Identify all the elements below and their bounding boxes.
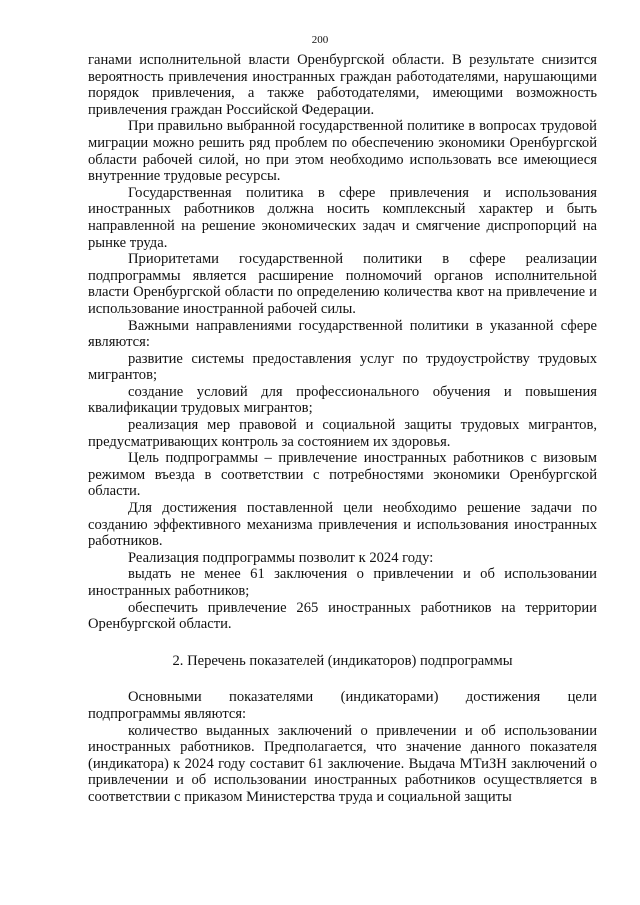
paragraph: Государственная политика в сфере привлечения и использования иностранных работников должна носить комплексный характер и быть направленной на решение экономических задач и смягчение диспропорций на рынке труда. (88, 184, 597, 251)
paragraph: Цель подпрограммы – привлечение иностранных работников с визовым режимом въезда в соответствии с потребностями экономики Оренбургской области. (88, 450, 597, 500)
paragraph-continuation: ганами исполнительной власти Оренбургской области. В результате снизится вероятность привлечения иностранных граждан работодателями, нарушающими порядок привлечения, а также работодателями, имеющими возможность привлечения граждан Российской Федерации. (88, 52, 597, 118)
list-item: выдать не менее 61 заключения о привлечении и об использовании иностранных работников; (88, 566, 597, 599)
list-item: создание условий для профессионального обучения и повышения квалификации трудовых мигрантов; (88, 383, 597, 417)
list-item: реализация мер правовой и социальной защиты трудовых мигрантов, предусматривающих контроль за состоянием их здоровья. (88, 417, 597, 450)
paragraph: Приоритетами государственной политики в сфере реализации подпрограммы является расширение полномочий органов исполнительной власти Оренбургской области по определению количества квот на привлечение и использование иностранной рабочей силы. (88, 251, 597, 317)
paragraph: Реализация подпрограммы позволит к 2024 году: (128, 549, 434, 566)
section-heading: 2. Перечень показателей (индикаторов) подпрограммы (172, 652, 513, 669)
page-number: 200 (311, 34, 329, 46)
paragraph: При правильно выбранной государственной политике в вопросах трудовой миграции можно решить ряд проблем по обеспечению экономики Оренбургской области рабочей силой, но при этом необходимо использовать все имеющиеся внутренние трудовые ресурсы. (88, 118, 597, 185)
page-body (88, 52, 597, 806)
list-item: обеспечить привлечение 265 иностранных работников на территории Оренбургской области. (88, 599, 597, 633)
paragraph: Для достижения поставленной цели необходимо решение задачи по созданию эффективного механизма привлечения и использования иностранных работников. (88, 500, 597, 550)
paragraph: Основными показателями (индикаторами) достижения цели подпрограммы являются: (88, 689, 597, 722)
paragraph: Важными направлениями государственной политики в указанной сфере являются: (88, 317, 597, 351)
paragraph: количество выданных заключений о привлечении и об использовании иностранных работников. Предполагается, что значение данного показателя (индикатора) к 2024 году составит 61 заключение. Выдача МТиЗН заключений о привлечении и об использовании иностранных работников осуществляется в соответствии с приказом Министерства труда и социальной защиты (88, 722, 597, 805)
list-item: развитие системы предоставления услуг по трудоустройству трудовых мигрантов; (88, 350, 597, 384)
